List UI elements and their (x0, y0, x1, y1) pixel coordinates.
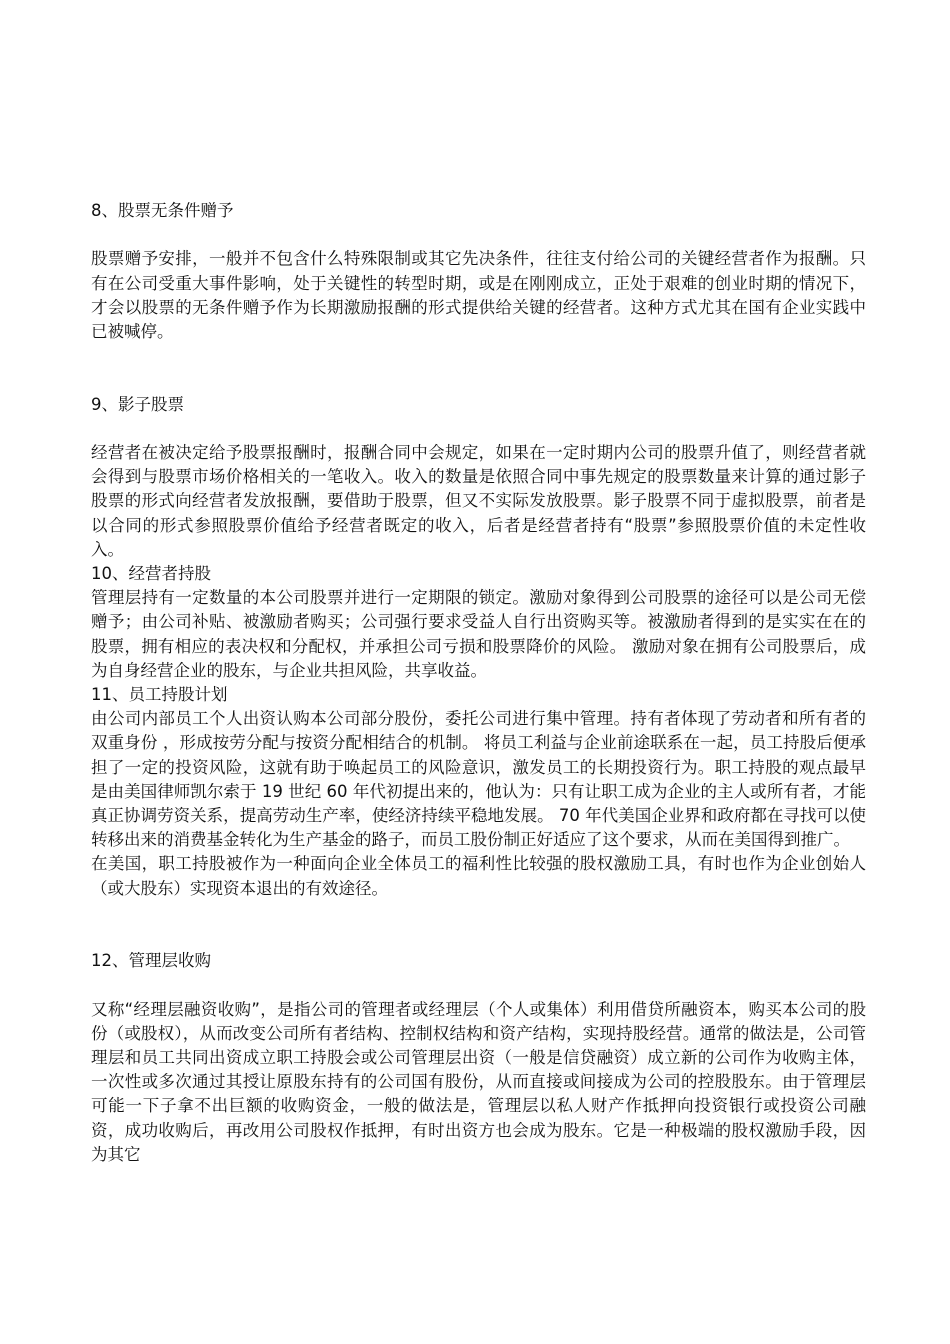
section-11-heading: 11、员工持股计划 (91, 685, 228, 705)
section-8-paragraph: 股票赠予安排，一般并不包含什么特殊限制或其它先决条件，往往支付给公司的关键经营者作为报酬。只有在公司受重大事件影响，处于关键性的转型时期，或是在刚刚成立，正处于艰难的创业时期的情况下，才会以股票的无条件赠予作为长期激励报酬的形式提供给关键的经营者。这种方式尤其在国有企业实践中已被喊停。 (91, 249, 866, 341)
spacer (91, 344, 866, 392)
section-8-heading: 8、股票无条件赠予 (91, 201, 234, 220)
spacer (91, 417, 866, 441)
spacer (91, 223, 866, 247)
section-12-heading: 12、管理层收购 (91, 951, 211, 971)
section-9-heading: 9、影子股票 (91, 394, 184, 414)
section-11-paragraph-2: 在美国，职工持股被作为一种面向企业全体员工的福利性比较强的股权激励工具，有时也作为企业创始人（或大股东）实现资本退出的有效途径。 (91, 854, 866, 898)
section-11-paragraph-1: 由公司内部员工个人出资认购本公司部分股份，委托公司进行集中管理。持有者体现了劳动者和所有者的双重身份 ，形成按劳分配与按资分配相结合的机制。 将员工利益与企业前途联系在一起，员工持股后便承担了一定的投资风险，这就有助于唤起员工的风险意识，激发员工的长期投资行为。职工持股的观点最早是由美国律师凯尔索于 19 世纪 60 年代初提出来的，他认为：只有让职工成为企业的主人或所有者，才能真正协调劳资关系，提高劳动生产率，使经济持续平稳地发展。 70 年代美国企业界和政府都在寻找可以使转移出来的消费基金转化为生产基金的路子，而员工股份制正好适应了这个要求，从而在美国得到推广。 (91, 709, 866, 850)
section-10-heading: 10、经营者持股 (91, 564, 211, 583)
spacer (91, 901, 866, 949)
spacer (91, 973, 866, 997)
section-12-paragraph: 又称“经理层融资收购”，是指公司的管理者或经理层（个人或集体）利用借贷所融资本，购买本公司的股份（或股权），从而改变公司所有者结构、控制权结构和资产结构，实现持股经营。通常的做法是，公司管理层和员工共同出资成立职工持股会或公司管理层出资（一般是信贷融资）成立新的公司作为收购主体，一次性或多次通过其授让原股东持有的公司国有股份，从而直接或间接成为公司的控股股东。由于管理层可能一下子拿不出巨额的收购资金，一般的做法是，管理层以私人财产作抵押向投资银行或投资公司融资，成功收购后，再改用公司股权作抵押，有时出资方也会成为股东。它是一种极端的股权激励手段，因为其它 (91, 999, 866, 1164)
document-body (91, 199, 866, 1167)
section-10-paragraph: 管理层持有一定数量的本公司股票并进行一定期限的锁定。激励对象得到公司股票的途径可以是公司无偿赠予；由公司补贴、被激励者购买；公司强行要求受益人自行出资购买等。被激励者得到的是实实在在的股票，拥有相应的表决权和分配权，并承担公司亏损和股票降价的风险。 激励对象在拥有公司股票后，成为自身经营企业的股东，与企业共担风险，共享收益。 (91, 588, 866, 680)
section-9-paragraph: 经营者在被决定给予股票报酬时，报酬合同中会规定，如果在一定时期内公司的股票升值了，则经营者就会得到与股票市场价格相关的一笔收入。收入的数量是依照合同中事先规定的股票数量来计算的通过影子股票的形式向经营者发放报酬，要借助于股票，但又不实际发放股票。影子股票不同于虚拟股票，前者是以合同的形式参照股票价值给予经营者既定的收入，后者是经营者持有“股票”参照股票价值的未定性收入。 (91, 442, 866, 559)
